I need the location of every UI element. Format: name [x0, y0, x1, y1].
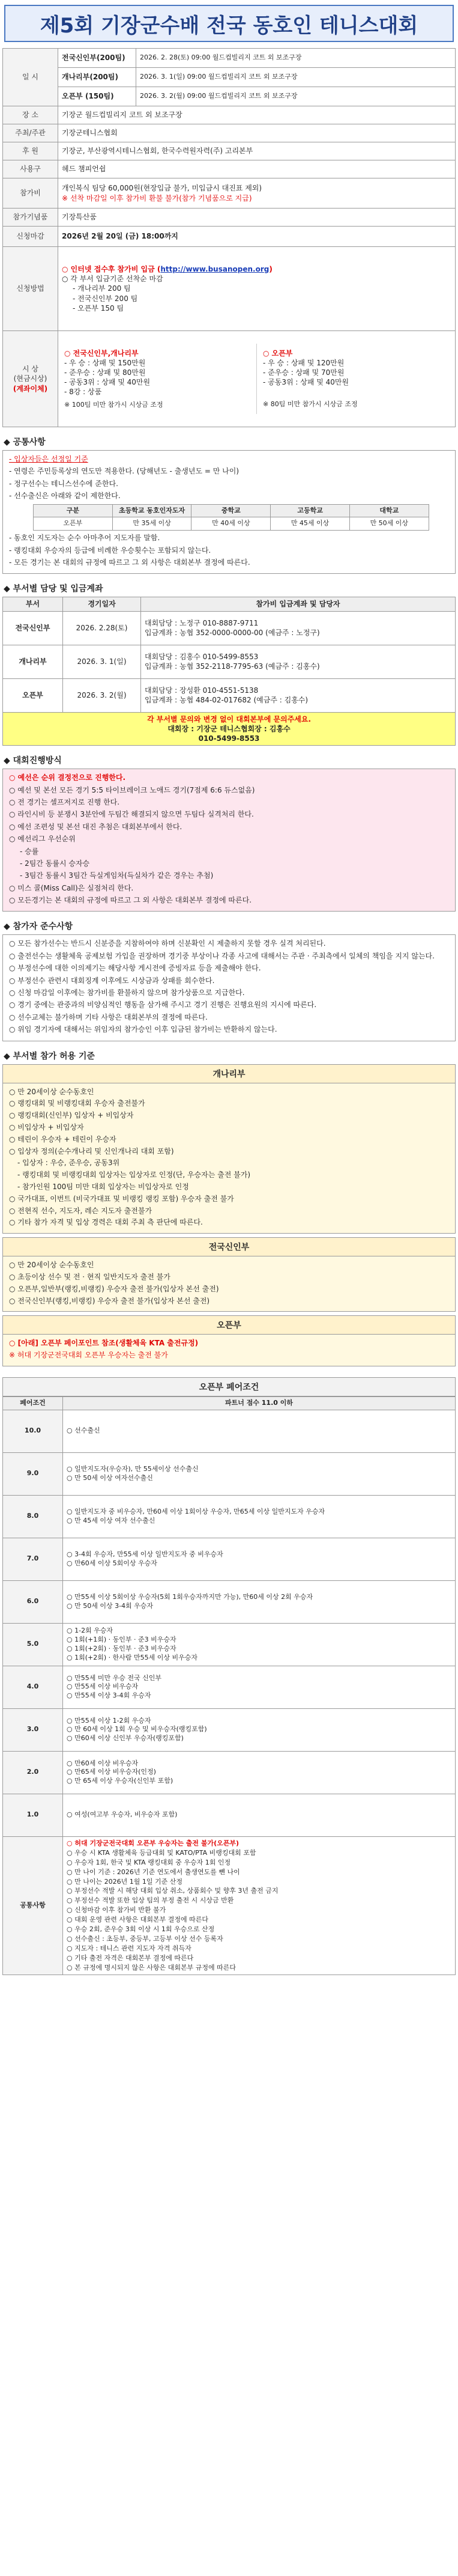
- common-item: ○ 본 규정에 명시되지 않은 사항은 대회본부 규정에 따른다: [67, 1963, 236, 1972]
- common-item: ○ 부정선수 적발 시 해당 대회 입상 취소, 상품회수 및 향후 3년 출전 금지: [67, 1887, 279, 1895]
- points-condition: ○ 일반지도자 중 비우승자, 만60세 이상 1회이상 우승자, 만65세 이상 일반지도자 우승자 ○ 만 45세 이상 여자 선수출신: [63, 1495, 456, 1538]
- division-header: 전국신인부: [2, 1237, 456, 1256]
- points-table: 페어조건 파트너 점수 11.0 이하 10.0 ○ 선수출신 9.0 ○ 일반지도자(우승자), 만 55세이상 선수출신 ○ 만 50세 이상 여자선수출신 8.0 ○ 일반지도자 중 비우승자, 만60세 이상 1회이상 우승자, 만65세 이상 일반지도자 우승자 ○ 만 45세 이상 여자 선수출신 7.0 ○ 3-4회 우승자, 만55세 이상 일반지도자 중 비우승자 ○ 만60세 이상 5회이상 우승자 6.0 ○ 만55세 이상 5회이상 우승자(5회 1회우승자까지만 가능), 만60세 이상 2회 우승자 ○ 만 50세 이상 3-4회 우승자 5.0 ○ 1-2회 우승자 ○ 1회(+1회) · 동인부 · 준3 비우승자 ○ 1회(+2회) · 동인부 · 준3 비우승자 ○ 1회(+2회) · 한사람 만55세 이상 비우승자 4.0 ○ 만55세 미만 우승 전국 신인부 ○ 만55세 이상 비우승자 ○ 만55세 이상 3-4회 우승자 3.0 ○ 만55세 이상 1-2회 우승자 ○ 만 60세 이상 1회 우승 및 비우승자(랭킹포함) ○ 만60세 이상 신인부 우승자(랭킹포함) 2.0 ○ 만60세 이상 비우승자 ○ 만65세 이상 비우승자(인정) ○ 만 65세 이상 우승자(신인부 포함) 1.0 ○ 여성(여고부 우승자, 비우승자 포함) 공통사항 ○ 허대 기장군전국대회 오픈부 우승자는 출전 불가(오픈부) ○ 우승 시 KTA 생활체육 등급대회 및 KATO/PTA 비랭킹대회 포함 ○ 우승자 1회, 한국 및 KTA 랭킹대회 중 우승자 1회 인정 ○ 만 나이 기준 : 2026년 기준 연도에서 출생연도를 뺀 나이 ○ 만 나이는 2026년 1월 1일 기준 산정 ○ 부정선수 적발 시 해당 대회 입상 취소, 상품회수 및 향후 3년 출전 금지 ○ 부정선수 적발 또한 입상 팀의 부정 출전 시 시상금 반환 ○ 신청마감 이후 참가비 반환 불가 ○ 대회 운영 관련 사항은 대회본부 결정에 따른다 ○ 우승 2회, 준우승 3회 이상 시 1회 우승으로 산정 ○ 선수출신 : 초등부, 중등부, 고등부 이상 선수 등록자 ○ 지도자 : 테니스 관련 지도자 자격 취득자 ○ 기타 출전 자격은 대회본부 결정에 따른다 ○ 본 규정에 명시되지 않은 사항은 대회본부 규정에 따른다: [2, 1396, 456, 1975]
- deposit-division: 개나리부: [3, 645, 63, 678]
- progress-item: ○ 전 경기는 셀프저지로 진행 한다.: [9, 797, 120, 806]
- gift-value: 기장특산품: [58, 209, 456, 227]
- common-item: ○ 우승자 1회, 한국 및 KTA 랭킹대회 중 우승자 1회 인정: [67, 1858, 231, 1866]
- points-value: 4.0: [3, 1666, 63, 1708]
- points-row: [3, 1410, 456, 1452]
- schedule-label: 일 시: [3, 49, 58, 106]
- apply-quota: - 오픈부 150 팀: [73, 303, 124, 312]
- schedule-division: 개나리부(200팀): [58, 68, 136, 87]
- fee-label: 참가비: [3, 178, 58, 209]
- division-body: ○ [아래] 오픈부 페이포인트 참조(생활체육 KTA 출전규정) ※ 허대 기장군전국대회 오픈부 우승자는 출전 불가: [2, 1335, 456, 1366]
- notice-item: - 모든 경기는 본 대회의 규정에 따르고 그 외 사항은 대회본부 결정에 따른다.: [9, 558, 250, 567]
- points-condition: ○ 만55세 이상 1-2회 우승자 ○ 만 60세 이상 1회 우승 및 비우승자(랭킹포함) ○ 만60세 이상 신인부 우승자(랭킹포함): [63, 1708, 456, 1751]
- schedule-division: 전국신인부(200팀): [58, 49, 136, 68]
- points-title: 오픈부 페어조건: [2, 1377, 456, 1396]
- schedule-time: 2026. 3. 2(월) 09:00 월드컵빌리지 코트 외 보조구장: [136, 87, 456, 106]
- common-label: 공통사항: [3, 1836, 63, 1975]
- apply-value: [58, 247, 456, 331]
- points-row: [3, 1666, 456, 1708]
- progress-item: ○ 예선 조편성 및 본선 대진 추첨은 대회본부에서 한다.: [9, 822, 182, 831]
- deposit-title: ◆ 부서별 담당 및 입금계좌: [4, 584, 103, 594]
- points-value: 5.0: [3, 1623, 63, 1666]
- common-item: ○ 허대 기장군전국대회 오픈부 우승자는 출전 불가(오픈부): [67, 1839, 240, 1847]
- points-row: [3, 1495, 456, 1538]
- points-value: 9.0: [3, 1452, 63, 1495]
- host-value: 기장군테니스협회: [58, 124, 456, 142]
- athlete-restriction-table: 구분 초등학교 동호인자도자 중학교 고등학교 대학교 오픈부 만 35세 이상 만 40세 이상 만 45세 이상 만 50세 이상: [33, 504, 429, 531]
- prize-right: ○ 오픈부 - 우 승 : 상패 및 120만원 - 준우승 : 상패 및 70만원 - 공동3위 : 상패 및 40만원 ※ 80팀 미만 참가시 시상금 조정: [263, 349, 358, 409]
- schedule-division: 오픈부 (150팀): [58, 87, 136, 106]
- venue-label: 장 소: [3, 106, 58, 124]
- progress-item: ○ 예선은 순위 결정전으로 진행한다.: [9, 773, 126, 782]
- notice-item: - 선수출신은 아래와 같이 제한한다.: [9, 492, 121, 501]
- rules-item: ○ 위임 경기자에 대해서는 위임자의 참가승인 이후 입금된 참가비는 반환하지 않는다.: [9, 1025, 277, 1034]
- common-list: [63, 1836, 456, 1975]
- schedule-time: 2026. 2. 28(토) 09:00 월드컵빌리지 코트 외 보조구장: [136, 49, 456, 68]
- points-value: 2.0: [3, 1751, 63, 1794]
- deposit-date: 2026. 3. 2(월): [63, 678, 141, 712]
- fee-value: [58, 178, 456, 209]
- rules-item: ○ 신청 마감일 이후에는 참가비를 환불하지 않으며 참가상품으로 지급한다.: [9, 988, 245, 997]
- deposit-date: 2026. 3. 1(일): [63, 645, 141, 678]
- deadline-label: 신청마감: [3, 227, 58, 247]
- progress-section: [2, 754, 456, 912]
- common-item: ○ 만 나이는 2026년 1월 1일 기준 산정: [67, 1877, 182, 1886]
- common-item: ○ 만 나이 기준 : 2026년 기준 연도에서 출생연도를 뺀 나이: [67, 1868, 240, 1876]
- deposit-division: 전국신인부: [3, 611, 63, 645]
- points-row: [3, 1794, 456, 1836]
- progress-item: - 2팀간 동률시 승자승: [20, 859, 90, 868]
- points-row: [3, 1623, 456, 1666]
- venue-value: 기장군 월드컵빌리지 코트 외 보조구장: [58, 106, 456, 124]
- points-condition: ○ 만60세 이상 비우승자 ○ 만65세 이상 비우승자(인정) ○ 만 65세 이상 우승자(신인부 포함): [63, 1751, 456, 1794]
- support-value: 기장군, 부산광역시테니스협회, 한국수력원자력(주) 고리본부: [58, 142, 456, 160]
- points-value: 8.0: [3, 1495, 63, 1538]
- points-row: [3, 1538, 456, 1580]
- points-condition: ○ 3-4회 우승자, 만55세 이상 일반지도자 중 비우승자 ○ 만60세 이상 5회이상 우승자: [63, 1538, 456, 1580]
- points-condition: ○ 선수출신: [63, 1410, 456, 1452]
- apply-quota: - 전국신인부 200 팀: [73, 294, 138, 303]
- notice-item: - 랭킹대회 우승자의 등급에 비례한 우승횟수는 포함되지 않는다.: [9, 546, 211, 555]
- prize-value: [58, 331, 456, 427]
- notice-item: - 입상자들은 선정일 기준: [9, 455, 88, 463]
- points-condition: ○ 일반지도자(우승자), 만 55세이상 선수출신 ○ 만 50세 이상 여자선수출신: [63, 1452, 456, 1495]
- division-body: ○ 만 20세이상 순수동호인 ○ 랭킹대회 및 비랭킹대회 우승자 출전불가 ○ 랭킹대회(신인부) 입상자 + 비입상자 ○ 비입상자 + 비입상자 ○ 테린이 우승자 + 테린이 우승자 ○ 입상자 정의(순수개나리 및 신인개나리 대회 포함) - 입상자 : 우승, 준우승, 공동3위 - 랭킹대회 및 비랭킹대회 입상자는 입상자로 인정(단, 우승자는 출전 불가) - 참가인원 100팀 미만 대회 입상자는 비입상자로 인정 ○ 국가대표, 이번트 (비국가대표 및 비랭킹 랭킹 포함) 우승자 출전 불가 ○ 전현직 선수, 지도자, 레슨 지도자 출전불가 ○ 기타 참가 자격 및 입상 경력은 대회 주최 측 판단에 따른다.: [2, 1083, 456, 1234]
- deposit-table: 부서 경기일자 참가비 입금계좌 및 담당자 전국신인부 2026. 2.28(토) 대회담당 : 노정구 010-8887-9711 입금계좌 : 농협 352-0000-0000-00 (예금주 : 노정구) 개나리부 2026. 3. 1(일) 대회담당 : 김홍수 010-5499-8553 입금계좌 : 농협 352-2118-7795-63 (예금주 : 김홍수) 오픈부 2026. 3. 2(월) 대회담당 : 장성환 010-4551-5138 입금계좌 : 농협 484-02-017682 (예금주 : 김홍수) 각 부서별 문의와 변경 없이 대회본부에 문의주세요. 대회장 : 기장군 테니스협회장 : 김홍수 010-5499-8553: [2, 597, 456, 746]
- gift-label: 참가기념품: [3, 209, 58, 227]
- division-header: 오픈부: [2, 1315, 456, 1335]
- rules-item: ○ 부정선수 관련시 대회징계 이후에도 시상금과 상패를 회수한다.: [9, 976, 215, 985]
- progress-item: ○ 예선리그 우선순위: [9, 835, 76, 844]
- notice-item: - 연령은 주민등록상의 연도만 적용한다. (당해년도 - 출생년도 = 만 나이): [9, 467, 240, 476]
- progress-item: - 승률: [20, 847, 39, 856]
- points-row: [3, 1580, 456, 1623]
- rules-item: ○ 모든 참가선수는 반드시 신분증을 지참하여야 하며 신분확인 시 제출하지 못할 경우 실격 처리된다.: [9, 939, 326, 948]
- page-title: 제5회 기장군수배 전국 동호인 테니스대회: [4, 5, 454, 42]
- notice-item: - 정구선수는 테니스선수에 준한다.: [9, 479, 118, 488]
- apply-label: 신청방법: [3, 247, 58, 331]
- common-item: ○ 신청마감 이후 참가비 반환 불가: [67, 1906, 166, 1914]
- common-item: ○ 선수출신 : 초등부, 중등부, 고등부 이상 선수 등록자: [67, 1935, 223, 1943]
- fee-notice: ※ 선착 마감일 이후 참가비 환불 불가(참가 기념품으로 지급): [62, 193, 252, 202]
- common-item: ○ 기타 출전 자격은 대회본부 결정에 따른다: [67, 1954, 194, 1962]
- eligibility-section: [2, 1050, 456, 1366]
- support-label: 후 원: [3, 142, 58, 160]
- points-condition: ○ 만55세 미만 우승 전국 신인부 ○ 만55세 이상 비우승자 ○ 만55세 이상 3-4회 우승자: [63, 1666, 456, 1708]
- common-item: ○ 부정선수 적발 또한 입상 팀의 부정 출전 시 시상금 반환: [67, 1896, 234, 1905]
- points-row: [3, 1452, 456, 1495]
- notice-item: - 동호인 지도자는 순수 아마추어 지도자를 말함.: [9, 534, 160, 543]
- apply-online: ○ 인터넷 접수후 참가비 입금 (http://www.busanopen.org): [62, 265, 273, 274]
- points-row: [3, 1708, 456, 1751]
- progress-item: ○ 미스 콜(Miss Call)은 실점처리 한다.: [9, 883, 134, 892]
- apply-rule: ○ 각 부서 입금기준 선착순 마감: [62, 275, 163, 284]
- common-item: ○ 대회 운영 관련 사항은 대회본부 결정에 따른다: [67, 1916, 208, 1924]
- info-table: [2, 48, 456, 427]
- page: [2, 0, 456, 1975]
- host-label: 주최/주관: [3, 124, 58, 142]
- prize-label: 시 상 (현금시상) (계좌이체): [3, 331, 58, 427]
- deposit-date: 2026. 2.28(토): [63, 611, 141, 645]
- common-item: ○ 우승 시 KTA 생활체육 등급대회 및 KATO/PTA 비랭킹대회 포함: [67, 1848, 256, 1857]
- progress-item: - 3팀간 동률시 3팀간 득실게임차(득실차가 같은 경우는 추첨): [20, 871, 214, 880]
- points-section: [2, 1377, 456, 1975]
- fee-main: 개인복식 팀당 60,000원(현장입금 불가, 미입금시 대진표 제외): [62, 184, 262, 193]
- points-row: [3, 1751, 456, 1794]
- points-value: 3.0: [3, 1708, 63, 1751]
- apply-url-link[interactable]: http://www.busanopen.org: [160, 265, 270, 274]
- rules-section: [2, 920, 456, 1041]
- rules-item: ○ 부정선수에 대한 이의제기는 해당사항 게시전에 증빙자료 등을 제출해야 한다.: [9, 964, 261, 973]
- progress-item: ○ 모든경기는 본 대회의 규정에 따르고 그 외 사항은 대회본부 결정에 따른다.: [9, 896, 252, 905]
- points-condition: ○ 여성(여고부 우승자, 비우승자 포함): [63, 1794, 456, 1836]
- ball-value: 헤드 챔피언쉽: [58, 160, 456, 178]
- progress-item: ○ 라인시비 등 분쟁시 3분안에 두팀간 해결되지 않으면 두팀다 실격처리 한다.: [9, 810, 254, 819]
- points-condition: ○ 만55세 이상 5회이상 우승자(5회 1회우승자까지만 가능), 만60세 이상 2회 우승자 ○ 만 50세 이상 3-4회 우승자: [63, 1580, 456, 1623]
- progress-item: ○ 예선 및 본선 모든 경기 5:5 타이브레이크 노애드 경기(7점제 6:6 듀스없음): [9, 785, 255, 794]
- rules-item: ○ 경기 중에는 관중과의 비양심적인 행동을 삼가해 주시고 경기 진행은 진행요원의 지시에 따른다.: [9, 1000, 317, 1009]
- notice-title: ◆ 공통사항: [4, 437, 46, 447]
- prize-left: ○ 전국신인부,개나리부 - 우 승 : 상패 및 150만원 - 준우승 : 상패 및 80만원 - 공동3위 : 상패 및 40만원 - 8강 : 상품 ※ 100팀 미만 참가시 시상금 조정: [58, 344, 257, 415]
- points-value: 6.0: [3, 1580, 63, 1623]
- rules-item: ○ 출전선수는 생활체육 공제보험 가입을 권장하며 경기중 부상이나 각종 사고에 대해서는 주관 · 주최측에서 일체의 책임을 지지 않는다.: [9, 951, 435, 960]
- common-item: ○ 지도자 : 테니스 관련 지도자 자격 취득자: [67, 1944, 191, 1953]
- deadline-value: 2026년 2월 20일 (금) 18:00까지: [58, 227, 456, 247]
- points-value: 1.0: [3, 1794, 63, 1836]
- points-value: 7.0: [3, 1538, 63, 1580]
- points-value: 10.0: [3, 1410, 63, 1452]
- points-condition: ○ 1-2회 우승자 ○ 1회(+1회) · 동인부 · 준3 비우승자 ○ 1회(+2회) · 동인부 · 준3 비우승자 ○ 1회(+2회) · 한사람 만55세 이상 비우승자: [63, 1623, 456, 1666]
- notice-section: [2, 436, 456, 574]
- ball-label: 사용구: [3, 160, 58, 178]
- common-item: ○ 우승 2회, 준우승 3회 이상 시 1회 우승으로 산정: [67, 1925, 215, 1934]
- deposit-footer: 각 부서별 문의와 변경 없이 대회본부에 문의주세요. 대회장 : 기장군 테니스협회장 : 김홍수 010-5499-8553: [3, 712, 456, 746]
- rules-item: ○ 선수교체는 불가하며 기타 사항은 대회본부의 결정에 따른다.: [9, 1012, 208, 1022]
- division-header: 개나리부: [2, 1064, 456, 1083]
- schedule-time: 2026. 3. 1(일) 09:00 월드컵빌리지 코트 외 보조구장: [136, 68, 456, 87]
- eligibility-title: ◆ 부서별 참가 허용 기준: [4, 1051, 95, 1061]
- rules-title: ◆ 참가자 준수사항: [4, 922, 73, 932]
- division-body: ○ 만 20세이상 순수동호인 ○ 초등이상 선수 및 전 · 현직 일반지도자 출전 불가 ○ 오픈부,일반부(랭킹,비랭킹) 우승자 출전 불가(입상자 본선 출전) ○ 전국신인부(랭킹,비랭킹) 우승자 출전 불가(입상자 본선 출전): [2, 1256, 456, 1312]
- deposit-division: 오픈부: [3, 678, 63, 712]
- progress-title: ◆ 대회진행방식: [4, 756, 62, 766]
- apply-quota: - 개나리부 200 팀: [73, 284, 131, 293]
- deposit-section: [2, 582, 456, 746]
